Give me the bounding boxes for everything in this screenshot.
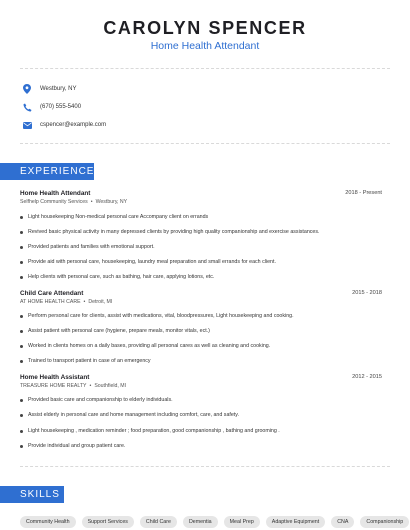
location-pin-icon [22,84,32,94]
header-divider [20,68,390,69]
list-item: Provided patients and families with emotional support. [20,244,390,250]
job-location: Westbury, NY [95,199,128,205]
job-position: Child Care Attendant [20,290,84,297]
contact-location-text: Westbury, NY [40,86,77,92]
job-entry: Home Health Assistant 2012 - 2015 TREASURE HOME REALTY • Southfield, MI [20,374,382,389]
contact-email-text: cspencer@example.com [40,122,107,128]
section-experience: EXPERIENCE [0,163,94,180]
list-item: Provide aid with personal care, housekeeping, laundry meal preparation and small errands for each client. [20,259,390,265]
list-item: Assist elderly in personal care and home management including comfort, care, and safety. [20,412,390,418]
job-dates: 2015 - 2018 [352,290,382,296]
job-entry: Home Health Attendant 2018 - Present Selfhelp Community Services • Westbury, NY [20,190,382,205]
skill-chip: Meal Prep [224,516,260,528]
job-company: AT HOME HEALTH CARE [20,299,81,305]
job-company: TREASURE HOME REALTY [20,383,87,389]
phone-icon [22,102,32,112]
skill-chip: Support Services [82,516,134,528]
job-dates: 2012 - 2015 [352,374,382,380]
job-dates: 2018 - Present [345,190,382,196]
email-icon [22,120,32,130]
list-item: Light housekeeping , medication reminder ; food preparation, good companionship , bathing and grooming . [20,428,390,434]
list-item: Provide individual and group patient care. [20,443,390,449]
experience-divider [20,466,390,467]
list-item: Assist patient with personal care (hygiene, prepare meals, monitor vitals, ect.) [20,328,390,334]
contact-phone-text: (670) 555-5400 [40,104,82,110]
skill-chip: Adaptive Equipment [266,516,325,528]
list-item: Provided basic care and companionship to elderly individuals. [20,397,390,403]
list-item: Light housekeeping Non-medical personal care Accompany client on errands [20,214,390,220]
list-item: Help clients with personal care, such as bathing, hair care, applying lotions, etc. [20,274,390,280]
job-entry: Child Care Attendant 2015 - 2018 AT HOME HEALTH CARE • Detroit, MI [20,290,382,305]
list-item: Revived basic physical activity in many depressed clients by providing high quality companionship and exercise assistances. [20,229,390,235]
skill-chip: CNA [331,516,354,528]
candidate-name: CAROLYN SPENCER [103,18,307,38]
contact-email [22,119,106,131]
job-location: Southfield, MI [94,383,127,389]
job-location: Detroit, MI [88,299,113,305]
skill-chip: Dementia [183,516,218,528]
job-company: Selfhelp Community Services [20,199,88,205]
contact-divider [20,143,390,144]
skills-list [20,516,409,528]
list-item: Worked in clients homes on a daily bases, providing all personal cares as well as cleaning and cooking. [20,343,390,349]
skill-chip: Community Health [20,516,76,528]
job-position: Home Health Assistant [20,374,90,381]
job-title: Home Health Attendant [150,40,260,52]
skill-chip: Companionship [360,516,409,528]
skill-chip: Child Care [140,516,177,528]
job-position: Home Health Attendant [20,190,91,197]
list-item: Trained to transport patient in case of an emergency [20,358,390,364]
list-item: Perform personal care for clients, assist with medications, vital, bloodpressures, Light housekeeping and cooking. [20,313,390,319]
contact-location [22,83,76,95]
contact-phone [22,101,81,113]
section-skills: SKILLS [0,486,64,503]
